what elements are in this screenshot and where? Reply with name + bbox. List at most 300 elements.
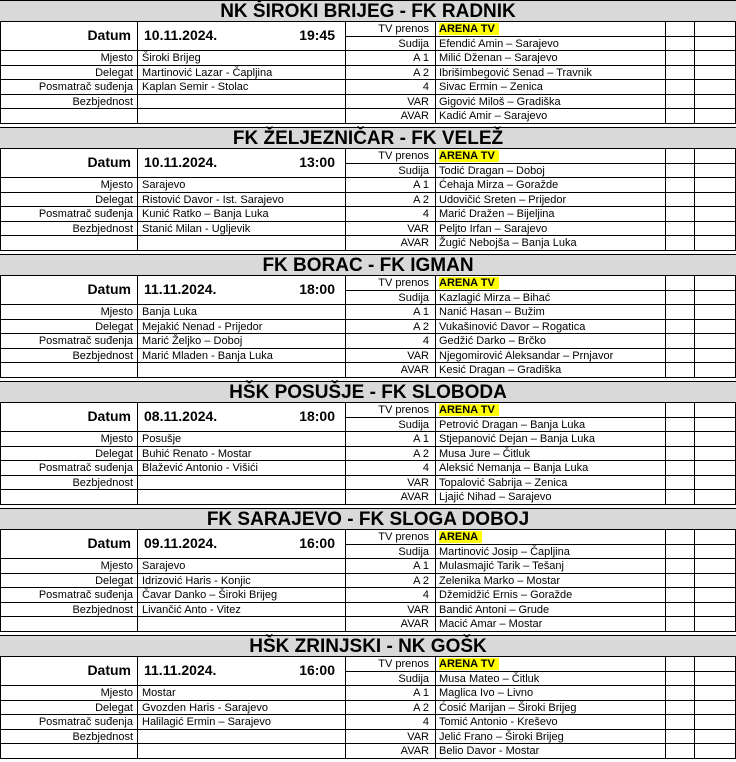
a1-label: A 1 — [346, 305, 436, 320]
empty-cell — [695, 222, 736, 237]
avar-text: Žugić Nebojša – Banja Luka — [439, 237, 577, 249]
security-label: Bezbjednost — [0, 95, 138, 110]
empty-cell — [695, 66, 736, 81]
match-block — [0, 0, 736, 127]
security-value — [138, 730, 346, 745]
info-row — [0, 164, 736, 179]
info-row — [0, 418, 736, 433]
empty-label — [0, 617, 138, 632]
tv-value — [436, 276, 666, 291]
var-label: VAR — [346, 222, 436, 237]
observer-label: Posmatrač suđenja — [0, 80, 138, 95]
date-text: 10.11.2024. — [144, 27, 218, 43]
empty-cell — [695, 418, 736, 433]
security-label: Bezbjednost — [0, 603, 138, 618]
tv-value — [436, 530, 666, 545]
info-row — [0, 603, 736, 618]
info-row — [0, 701, 736, 716]
var-value — [436, 95, 666, 110]
empty-cell — [666, 490, 695, 505]
var-value — [436, 349, 666, 364]
empty-cell — [666, 617, 695, 632]
referee-text: Todić Dragan – Doboj — [439, 164, 545, 177]
info-row — [0, 276, 736, 297]
info-row — [0, 588, 736, 603]
avar-label: AVAR — [346, 363, 436, 378]
var-label: VAR — [346, 476, 436, 491]
kickoff-time: 13:00 — [299, 154, 335, 170]
info-row — [0, 193, 736, 208]
match-title: HŠK POSUŠJE - FK SLOBODA — [0, 381, 736, 403]
empty-cell — [695, 701, 736, 716]
a2-text: Ibrišimbegović Senad – Travnik — [439, 66, 592, 79]
match-block — [0, 381, 736, 508]
date-label: Datum — [0, 276, 138, 305]
info-row — [0, 207, 736, 222]
match-title: FK SARAJEVO - FK SLOGA DOBOJ — [0, 508, 736, 530]
empty-cell — [695, 603, 736, 618]
avar-text: Kesić Dragan – Gradiška — [439, 364, 562, 376]
empty-label — [0, 236, 138, 251]
match-title: FK BORAC - FK IGMAN — [0, 254, 736, 276]
empty-cell — [695, 236, 736, 251]
fourth-value — [436, 207, 666, 222]
avar-value — [436, 744, 666, 759]
a1-value — [436, 686, 666, 701]
referee-value — [436, 164, 666, 179]
info-row — [0, 349, 736, 364]
security-value — [138, 476, 346, 491]
tv-value — [436, 149, 666, 164]
info-row — [0, 320, 736, 335]
date-label: Datum — [0, 22, 138, 51]
a1-label: A 1 — [346, 686, 436, 701]
empty-cell — [695, 403, 736, 418]
delegate-label: Delegat — [0, 320, 138, 335]
delegate-label: Delegat — [0, 701, 138, 716]
empty-cell — [695, 657, 736, 672]
observer-label: Posmatrač suđenja — [0, 334, 138, 349]
referee-label: Sudija — [346, 672, 436, 687]
avar-label: AVAR — [346, 109, 436, 124]
empty-cell — [666, 109, 695, 124]
fourth-text: Gedžić Darko – Brčko — [439, 335, 546, 347]
empty-cell — [666, 730, 695, 745]
match-title: FK ŽELJEZNIČAR - FK VELEŽ — [0, 127, 736, 149]
delegate-label: Delegat — [0, 447, 138, 462]
fourth-text: Sivac Ermin – Zenica — [439, 81, 543, 93]
empty-cell — [666, 149, 695, 164]
info-row — [0, 37, 736, 52]
info-row — [0, 559, 736, 574]
date-text: 08.11.2024. — [144, 408, 218, 424]
tv-label: TV prenos — [346, 530, 436, 545]
a1-value — [436, 178, 666, 193]
empty-cell — [666, 476, 695, 491]
place-label: Mjesto — [0, 178, 138, 193]
info-row — [0, 109, 736, 124]
info-row — [0, 80, 736, 95]
info-row — [0, 222, 736, 237]
referee-text: Kazlagić Mirza – Bihać — [439, 291, 551, 304]
place-label: Mjesto — [0, 51, 138, 66]
a2-value — [436, 574, 666, 589]
fourth-value — [436, 461, 666, 476]
place-label: Mjesto — [0, 305, 138, 320]
a2-label: A 2 — [346, 701, 436, 716]
empty-cell — [666, 349, 695, 364]
var-label: VAR — [346, 730, 436, 745]
empty-value — [138, 617, 346, 632]
date-text: 09.11.2024. — [144, 535, 218, 551]
place-label: Mjesto — [0, 432, 138, 447]
referee-label: Sudija — [346, 291, 436, 306]
empty-cell — [666, 193, 695, 208]
security-label: Bezbjednost — [0, 349, 138, 364]
fourth-text: Džemidžić Ernis – Goražde — [439, 589, 573, 601]
empty-cell — [666, 222, 695, 237]
empty-cell — [695, 320, 736, 335]
empty-cell — [666, 574, 695, 589]
avar-label: AVAR — [346, 744, 436, 759]
empty-cell — [666, 672, 695, 687]
info-row — [0, 51, 736, 66]
security-value — [138, 95, 346, 110]
a1-value — [436, 51, 666, 66]
a2-label: A 2 — [346, 66, 436, 81]
empty-cell — [666, 305, 695, 320]
match-block — [0, 127, 736, 254]
empty-cell — [666, 80, 695, 95]
empty-cell — [695, 363, 736, 378]
a2-label: A 2 — [346, 447, 436, 462]
referee-text: Martinović Josip – Čapljina — [439, 545, 570, 558]
a2-text: Vukašinović Davor – Rogatica — [439, 320, 586, 333]
info-row — [0, 530, 736, 551]
empty-cell — [666, 432, 695, 447]
empty-cell — [695, 349, 736, 364]
delegate-value: Martinović Lazar - Čapljina — [138, 66, 346, 81]
place-value: Sarajevo — [138, 178, 346, 193]
a2-text: Zelenika Marko – Mostar — [439, 574, 561, 587]
empty-label — [0, 490, 138, 505]
empty-cell — [666, 334, 695, 349]
empty-cell — [695, 730, 736, 745]
avar-value — [436, 363, 666, 378]
a1-label: A 1 — [346, 51, 436, 66]
var-text: Topalović Sabrija – Zenica — [439, 476, 568, 489]
avar-value — [436, 236, 666, 251]
fourth-value — [436, 715, 666, 730]
referee-text: Musa Mateo – Čitluk — [439, 672, 540, 685]
empty-cell — [695, 447, 736, 462]
info-row — [0, 545, 736, 560]
empty-cell — [666, 686, 695, 701]
avar-value — [436, 490, 666, 505]
security-label: Bezbjednost — [0, 476, 138, 491]
delegate-label: Delegat — [0, 574, 138, 589]
info-row — [0, 334, 736, 349]
empty-cell — [695, 432, 736, 447]
empty-cell — [695, 588, 736, 603]
date-text: 11.11.2024. — [144, 281, 217, 297]
info-row — [0, 461, 736, 476]
empty-value — [138, 236, 346, 251]
date-label: Datum — [0, 657, 138, 686]
kickoff-time: 18:00 — [299, 281, 335, 297]
date-label: Datum — [0, 530, 138, 559]
match-block — [0, 254, 736, 381]
match-title: NK ŠIROKI BRIJEG - FK RADNIK — [0, 0, 736, 22]
avar-text: Kadić Amir – Sarajevo — [439, 110, 548, 122]
a1-text: Stjepanović Dejan – Banja Luka — [439, 433, 595, 445]
date-text: 11.11.2024. — [144, 662, 217, 678]
info-row — [0, 363, 736, 378]
date-label: Datum — [0, 403, 138, 432]
a1-text: Mulasmajić Tarik – Tešanj — [439, 560, 564, 572]
avar-value — [436, 109, 666, 124]
empty-cell — [695, 530, 736, 545]
delegate-value: Gvozden Haris - Sarajevo — [138, 701, 346, 716]
info-row — [0, 490, 736, 505]
empty-cell — [695, 574, 736, 589]
empty-cell — [695, 80, 736, 95]
empty-cell — [695, 476, 736, 491]
empty-cell — [695, 490, 736, 505]
empty-cell — [695, 715, 736, 730]
var-text: Peljto Irfan – Sarajevo — [439, 222, 548, 235]
info-row — [0, 730, 736, 745]
tv-value — [436, 22, 666, 37]
empty-cell — [695, 305, 736, 320]
empty-cell — [695, 559, 736, 574]
empty-cell — [695, 617, 736, 632]
empty-cell — [695, 149, 736, 164]
empty-cell — [666, 37, 695, 52]
empty-cell — [695, 291, 736, 306]
avar-label: AVAR — [346, 490, 436, 505]
empty-label — [0, 109, 138, 124]
empty-cell — [666, 461, 695, 476]
empty-cell — [666, 657, 695, 672]
tv-text: ARENA TV — [439, 23, 499, 35]
a2-value — [436, 320, 666, 335]
a1-label: A 1 — [346, 432, 436, 447]
empty-cell — [695, 178, 736, 193]
a2-value — [436, 193, 666, 208]
var-text: Njegomirović Aleksandar – Prnjavor — [439, 349, 614, 362]
a2-label: A 2 — [346, 574, 436, 589]
info-row — [0, 432, 736, 447]
match-title: HŠK ZRINJSKI - NK GOŠK — [0, 635, 736, 657]
info-row — [0, 744, 736, 759]
empty-label — [0, 744, 138, 759]
empty-cell — [666, 530, 695, 545]
delegate-value: Buhić Renato - Mostar — [138, 447, 346, 462]
a1-label: A 1 — [346, 178, 436, 193]
empty-cell — [666, 559, 695, 574]
a1-value — [436, 559, 666, 574]
observer-value: Kunić Ratko – Banja Luka — [138, 207, 346, 222]
info-row — [0, 686, 736, 701]
info-row — [0, 305, 736, 320]
avar-label: AVAR — [346, 236, 436, 251]
empty-cell — [695, 545, 736, 560]
a1-text: Maglica Ivo – Livno — [439, 687, 534, 699]
info-row — [0, 447, 736, 462]
avar-text: Belio Davor - Mostar — [439, 745, 540, 757]
var-label: VAR — [346, 95, 436, 110]
info-row — [0, 657, 736, 678]
a1-value — [436, 305, 666, 320]
tv-label: TV prenos — [346, 276, 436, 291]
place-value: Banja Luka — [138, 305, 346, 320]
match-block — [0, 508, 736, 635]
empty-cell — [695, 37, 736, 52]
empty-cell — [666, 588, 695, 603]
avar-label: AVAR — [346, 617, 436, 632]
tv-text: ARENA TV — [439, 277, 499, 289]
empty-cell — [666, 291, 695, 306]
a2-value — [436, 447, 666, 462]
a2-label: A 2 — [346, 320, 436, 335]
security-value: Stanić Milan - Ugljevik — [138, 222, 346, 237]
info-row — [0, 574, 736, 589]
empty-cell — [695, 686, 736, 701]
info-row — [0, 715, 736, 730]
empty-cell — [666, 603, 695, 618]
tv-text: ARENA TV — [439, 150, 499, 162]
kickoff-time: 18:00 — [299, 408, 335, 424]
fourth-value — [436, 334, 666, 349]
referee-value — [436, 672, 666, 687]
observer-value: Marić Željko – Doboj — [138, 334, 346, 349]
tv-label: TV prenos — [346, 657, 436, 672]
empty-cell — [695, 164, 736, 179]
kickoff-time: 16:00 — [299, 535, 335, 551]
empty-cell — [666, 715, 695, 730]
empty-cell — [666, 164, 695, 179]
empty-cell — [695, 95, 736, 110]
empty-cell — [666, 545, 695, 560]
empty-label — [0, 363, 138, 378]
fourth-text: Aleksić Nemanja – Banja Luka — [439, 462, 589, 474]
a2-value — [436, 66, 666, 81]
empty-cell — [666, 363, 695, 378]
kickoff-time: 19:45 — [299, 27, 335, 43]
fourth-label: 4 — [346, 461, 436, 476]
place-label: Mjesto — [0, 559, 138, 574]
match-block — [0, 635, 736, 762]
a2-text: Musa Jure – Čitluk — [439, 447, 531, 460]
tv-text: ARENA TV — [439, 658, 499, 670]
tv-label: TV prenos — [346, 149, 436, 164]
var-value — [436, 603, 666, 618]
fourth-value — [436, 588, 666, 603]
empty-cell — [666, 701, 695, 716]
info-row — [0, 403, 736, 424]
place-value: Sarajevo — [138, 559, 346, 574]
avar-text: Macić Amar – Mostar — [439, 618, 543, 630]
empty-value — [138, 363, 346, 378]
avar-value — [436, 617, 666, 632]
empty-cell — [695, 51, 736, 66]
empty-cell — [666, 236, 695, 251]
a1-value — [436, 432, 666, 447]
empty-cell — [695, 744, 736, 759]
empty-cell — [666, 207, 695, 222]
empty-cell — [666, 51, 695, 66]
empty-cell — [695, 109, 736, 124]
fourth-text: Marić Dražen – Bijeljina — [439, 208, 555, 220]
empty-cell — [695, 334, 736, 349]
observer-label: Posmatrač suđenja — [0, 715, 138, 730]
empty-value — [138, 109, 346, 124]
referee-text: Petrović Dragan – Banja Luka — [439, 418, 586, 431]
avar-text: Ljajić Nihad – Sarajevo — [439, 491, 552, 503]
a1-text: Ćehaja Mirza – Goražde — [439, 179, 559, 191]
tv-text: ARENA — [439, 531, 482, 543]
referee-text: Efendić Amin – Sarajevo — [439, 37, 559, 50]
empty-cell — [695, 22, 736, 37]
empty-cell — [666, 22, 695, 37]
fourth-value — [436, 80, 666, 95]
place-value: Mostar — [138, 686, 346, 701]
delegate-label: Delegat — [0, 193, 138, 208]
delegate-label: Delegat — [0, 66, 138, 81]
info-row — [0, 95, 736, 110]
empty-value — [138, 744, 346, 759]
security-value: Livančić Anto - Vitez — [138, 603, 346, 618]
empty-cell — [695, 461, 736, 476]
fourth-label: 4 — [346, 207, 436, 222]
empty-cell — [666, 418, 695, 433]
kickoff-time: 16:00 — [299, 662, 335, 678]
observer-label: Posmatrač suđenja — [0, 207, 138, 222]
date-label: Datum — [0, 149, 138, 178]
info-row — [0, 66, 736, 81]
empty-cell — [666, 276, 695, 291]
security-label: Bezbjednost — [0, 222, 138, 237]
fourth-label: 4 — [346, 80, 436, 95]
empty-cell — [695, 193, 736, 208]
empty-cell — [666, 447, 695, 462]
a2-text: Ćosić Marijan – Široki Brijeg — [439, 701, 577, 714]
tv-value — [436, 403, 666, 418]
empty-value — [138, 490, 346, 505]
tv-text: ARENA TV — [439, 404, 499, 416]
delegate-value: Mejakić Nenad - Prijedor — [138, 320, 346, 335]
referee-value — [436, 545, 666, 560]
security-value: Marić Mladen - Banja Luka — [138, 349, 346, 364]
observer-value: Kaplan Semir - Stolac — [138, 80, 346, 95]
a2-text: Udovičić Sreten – Prijedor — [439, 193, 567, 206]
delegate-value: Idrizović Haris - Konjic — [138, 574, 346, 589]
referee-label: Sudija — [346, 545, 436, 560]
empty-cell — [666, 66, 695, 81]
referee-value — [436, 37, 666, 52]
referee-label: Sudija — [346, 37, 436, 52]
empty-cell — [666, 178, 695, 193]
empty-cell — [666, 403, 695, 418]
place-value: Posušje — [138, 432, 346, 447]
tv-label: TV prenos — [346, 22, 436, 37]
var-text: Bandić Antoni – Grude — [439, 603, 550, 616]
info-row — [0, 149, 736, 170]
observer-value: Halilagić Ermin – Sarajevo — [138, 715, 346, 730]
fourth-label: 4 — [346, 334, 436, 349]
var-value — [436, 222, 666, 237]
